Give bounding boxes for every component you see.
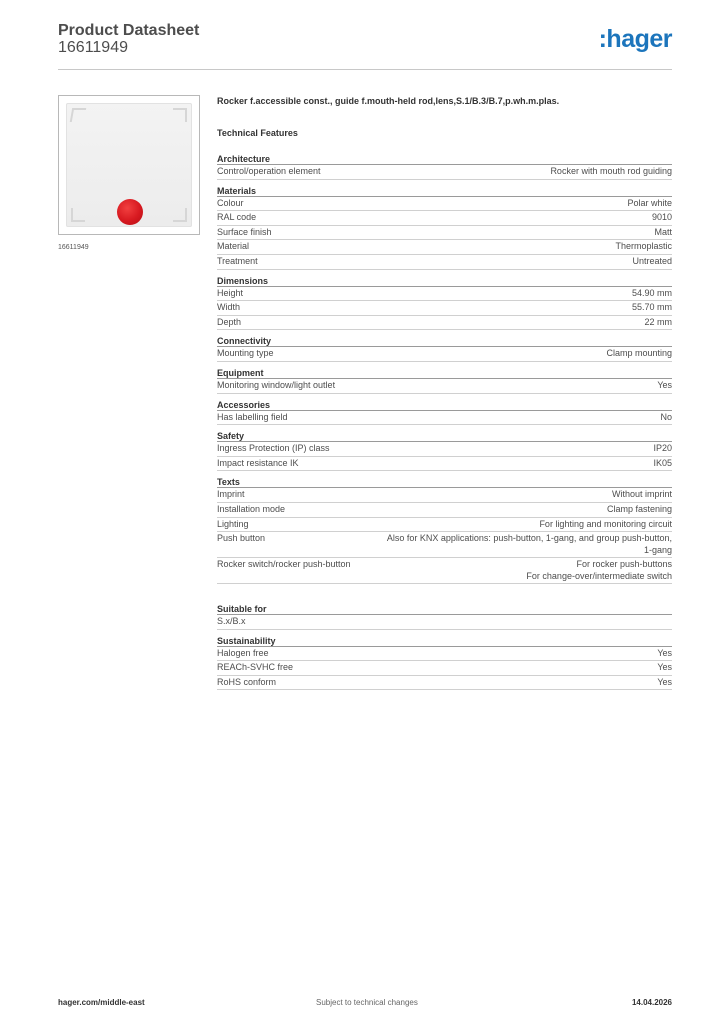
feature-value: IK05	[653, 457, 672, 468]
feature-value: Rocker with mouth rod guiding	[550, 166, 672, 176]
feature-label: Treatment	[217, 255, 258, 266]
feature-label: Halogen free	[217, 647, 269, 658]
section-title: Materials	[217, 185, 672, 197]
feature-value: Yes	[657, 647, 672, 658]
feature-row	[217, 316, 672, 331]
feature-label: Ingress Protection (IP) class	[217, 443, 330, 454]
feature-row	[217, 226, 672, 241]
section-title: Sustainability	[217, 635, 672, 647]
section-title: Texts	[217, 476, 672, 488]
feature-section	[217, 430, 672, 471]
feature-value: Also for KNX applications: push-button, 1-gang, and group push-button, 1-gang	[386, 533, 672, 555]
feature-row	[217, 411, 672, 426]
product-image	[58, 95, 200, 235]
footer-notice: Subject to technical changes	[316, 998, 418, 1007]
feature-value: Yes	[657, 379, 672, 390]
feature-label: Has labelling field	[217, 411, 288, 422]
rocker-illustration	[66, 103, 192, 227]
section-title: Accessories	[217, 399, 672, 411]
feature-value: 55.70 mm	[631, 302, 672, 313]
feature-value: 9010	[651, 212, 672, 223]
feature-label: Imprint	[217, 489, 245, 500]
footer-date: 14.04.2026	[631, 998, 672, 1007]
feature-value: Yes	[657, 676, 672, 687]
rocker-corner	[173, 108, 187, 122]
feature-row	[217, 488, 672, 503]
feature-label: Installation mode	[217, 503, 286, 514]
hager-logo: :hager	[598, 25, 672, 53]
feature-row	[217, 211, 672, 226]
feature-value: Polar white	[627, 197, 672, 208]
feature-row	[217, 503, 672, 518]
feature-row	[217, 647, 672, 662]
feature-section	[217, 399, 672, 426]
section-spacer	[217, 589, 672, 603]
feature-label: Impact resistance IK	[217, 457, 299, 468]
feature-label: Depth	[217, 316, 242, 327]
feature-label: Push button	[217, 533, 266, 544]
product-description: Rocker f.accessible const., guide f.mouth-held rod,lens,S.1/B.3/B.7,p.wh.m.plas.	[217, 96, 560, 106]
feature-value: Clamp mounting	[606, 348, 672, 359]
feature-value: 22 mm	[644, 316, 672, 327]
section-title: Architecture	[217, 153, 672, 165]
feature-section	[217, 335, 672, 362]
feature-label: Height	[217, 287, 244, 298]
rocker-corner	[173, 208, 187, 222]
feature-sections	[217, 153, 672, 690]
feature-label: Rocker switch/rocker push-button	[217, 559, 351, 570]
feature-label: REACh-SVHC free	[217, 662, 294, 673]
section-title: Safety	[217, 430, 672, 442]
feature-value: For rocker push-buttons For change-over/intermediate switch	[526, 559, 672, 581]
feature-value: Yes	[657, 662, 672, 673]
feature-value: Thermoplastic	[615, 241, 672, 252]
feature-row	[217, 240, 672, 255]
page-header	[58, 20, 672, 70]
feature-section	[217, 476, 672, 584]
feature-label: Control/operation element	[217, 166, 321, 176]
feature-value: Matt	[654, 226, 672, 237]
feature-row	[217, 347, 672, 362]
feature-row	[217, 165, 672, 180]
feature-row	[217, 442, 672, 457]
image-caption: 16611949	[58, 244, 89, 251]
feature-value: IP20	[653, 443, 672, 454]
rocker-corner	[70, 108, 86, 122]
feature-label: S.x/B.x	[217, 616, 246, 627]
page-title: Product Datasheet	[58, 22, 200, 39]
feature-row	[217, 532, 672, 558]
feature-section	[217, 185, 672, 270]
feature-row	[217, 255, 672, 270]
feature-section	[217, 635, 672, 691]
feature-label: Width	[217, 302, 241, 313]
feature-label: Lighting	[217, 518, 249, 529]
section-title: Equipment	[217, 367, 672, 379]
section-title: Suitable for	[217, 603, 672, 615]
feature-value: Clamp fastening	[606, 503, 672, 514]
feature-label: RAL code	[217, 212, 257, 223]
feature-row	[217, 301, 672, 316]
feature-value: No	[660, 411, 672, 422]
technical-features-heading: Technical Features	[217, 128, 298, 138]
feature-row	[217, 615, 672, 630]
feature-section	[217, 603, 672, 630]
feature-label: Colour	[217, 197, 244, 208]
feature-row	[217, 558, 672, 584]
feature-row	[217, 676, 672, 691]
feature-label: Material	[217, 241, 250, 252]
datasheet-content	[217, 96, 672, 695]
feature-row	[217, 287, 672, 302]
rocker-corner	[71, 208, 85, 222]
section-title: Dimensions	[217, 275, 672, 287]
feature-section	[217, 367, 672, 394]
feature-row	[217, 457, 672, 472]
feature-section	[217, 153, 672, 180]
feature-value: 54.90 mm	[631, 287, 672, 298]
feature-row	[217, 518, 672, 533]
footer-website: hager.com/middle-east	[58, 998, 145, 1007]
feature-section	[217, 275, 672, 331]
feature-row	[217, 379, 672, 394]
feature-value: Untreated	[632, 255, 672, 266]
feature-label: Monitoring window/light outlet	[217, 379, 336, 390]
red-lens	[117, 199, 143, 225]
feature-row	[217, 661, 672, 676]
feature-label: Surface finish	[217, 226, 272, 237]
feature-row	[217, 197, 672, 212]
feature-label: Mounting type	[217, 348, 274, 359]
product-number: 16611949	[58, 39, 128, 56]
section-title: Connectivity	[217, 335, 672, 347]
feature-label: RoHS conform	[217, 676, 277, 687]
feature-value: For lighting and monitoring circuit	[539, 518, 672, 529]
feature-value: Without imprint	[611, 489, 672, 500]
